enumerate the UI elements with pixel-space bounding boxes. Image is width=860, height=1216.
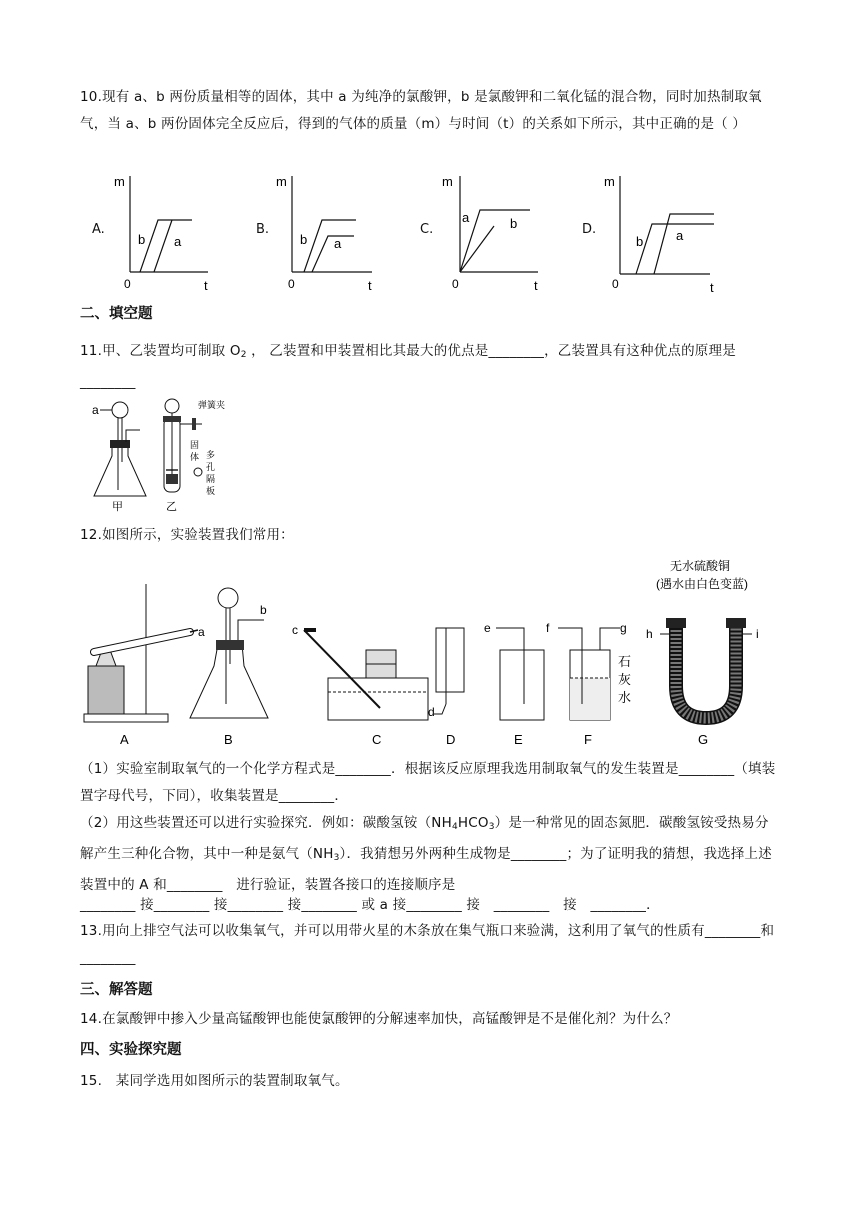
q12-p2-text-d: ）．我猜想另外两种生成物是________；为了证明我的猜想，我选择上述装置中的 A 和________ 进行验证，装置各接口的连接顺序是 (80, 846, 772, 893)
svg-text:水: 水 (618, 690, 632, 705)
question-15-text: 15. 某同学选用如图所示的装置制取氧气。 (80, 1073, 349, 1089)
svg-text:b: b (138, 232, 146, 247)
svg-text:乙: 乙 (166, 501, 177, 513)
svg-text:灰: 灰 (618, 672, 632, 687)
option-d-label: D. (582, 222, 597, 237)
option-a-graph (104, 170, 214, 290)
section-experiment-heading: 四、实验探究题 (80, 1042, 182, 1058)
svg-text:B: B (224, 732, 233, 747)
apparatus-b (190, 588, 268, 747)
svg-text:固: 固 (190, 440, 200, 450)
svg-text:t: t (368, 278, 372, 290)
svg-text:隔: 隔 (206, 474, 216, 484)
svg-text:a: a (462, 210, 470, 225)
q12-p2-text-b: HCO (457, 815, 489, 831)
svg-text:c: c (292, 623, 298, 637)
svg-text:h: h (646, 627, 653, 641)
q12-apparatus-figure (80, 554, 770, 754)
apparatus-c (292, 623, 435, 747)
svg-text:多: 多 (206, 450, 216, 460)
svg-text:无水硫酸铜: 无水硫酸铜 (670, 559, 731, 573)
apparatus-a (84, 584, 205, 747)
q11-apparatus-figure (86, 392, 236, 516)
apparatus-d (434, 628, 464, 747)
q12-p2-text-c: ）是一种常见的固态氮肥．碳酸氢铵受热易分解产生三种化合物，其中一种是氨气（NH (80, 815, 769, 862)
svg-text:(遇水由白色变蓝): (遇水由白色变蓝) (656, 577, 748, 591)
svg-text:E: E (514, 732, 523, 747)
svg-text:m: m (442, 174, 453, 189)
svg-text:f: f (546, 621, 550, 635)
section-fill-in-heading: 二、填空题 (80, 306, 153, 322)
svg-text:b: b (636, 234, 644, 249)
svg-text:g: g (620, 621, 627, 635)
q12-p2-sub3: 3 (333, 853, 340, 863)
svg-text:板: 板 (206, 486, 216, 496)
svg-text:弹簧夹: 弹簧夹 (198, 400, 226, 410)
svg-text:a: a (92, 403, 99, 417)
svg-text:d: d (428, 705, 435, 719)
svg-text:t: t (534, 278, 538, 290)
svg-text:F: F (584, 732, 592, 747)
svg-text:甲: 甲 (112, 501, 123, 513)
svg-text:D: D (446, 732, 456, 747)
option-a-label: A. (92, 222, 105, 237)
svg-text:i: i (756, 627, 759, 641)
question-10-text: 10.现有 a、b 两份质量相等的固体，其中 a 为纯净的氯酸钾，b 是氯酸钾和二氧化锰的混合物，同时加热制取氧气，当 a、b 两份固体完全反应后，得到的气体的质量（m）与时间（t）的关系如下所示，其中正确的是（ ） (80, 89, 762, 132)
svg-text:t: t (204, 278, 208, 290)
option-b-graph (268, 170, 378, 290)
svg-text:C: C (372, 732, 382, 747)
svg-text:a: a (676, 228, 684, 243)
svg-text:e: e (484, 621, 491, 635)
svg-text:b: b (300, 232, 308, 247)
svg-text:t: t (710, 280, 714, 295)
svg-text:A: A (120, 732, 129, 747)
svg-text:a: a (174, 234, 182, 249)
question-12-intro: 12.如图所示，实验装置我们常用： (80, 527, 294, 543)
svg-text:a: a (334, 236, 342, 251)
apparatus-f (546, 621, 631, 747)
apparatus-g (646, 558, 759, 747)
svg-text:b: b (510, 216, 518, 231)
question-11-text (80, 338, 780, 396)
question-12-part1: （1）实验室制取氧气的一个化学方程式是________．根据该反应原理我选用制取氧气的发生装置是________（填装置字母代号，下同），收集装置是________． (80, 761, 776, 804)
svg-text:a: a (198, 625, 205, 639)
option-c-graph (434, 170, 544, 290)
svg-text:0: 0 (452, 277, 459, 290)
option-c-label: C. (420, 222, 434, 237)
question-14-text: 14.在氯酸钾中掺入少量高锰酸钾也能使氯酸钾的分解速率加快，高锰酸钾是不是催化剂？为什么？ (80, 1011, 678, 1027)
q12-p2-text-a: （2）用这些装置还可以进行实验探究．例如：碳酸氢铵（NH (80, 815, 452, 831)
q11-text-b: ， 乙装置和甲装置相比其最大的优点是________，乙装置具有这种优点的原理是________ (80, 343, 736, 390)
q12-p2-sub1: 4 (451, 822, 458, 832)
svg-text:b: b (260, 603, 267, 617)
svg-text:石: 石 (618, 654, 632, 669)
svg-text:0: 0 (288, 277, 295, 290)
section-answer-heading: 三、解答题 (80, 982, 153, 998)
question-13-text: 13.用向上排空气法可以收集氧气，并可以用带火星的木条放在集气瓶口来验满，这利用了氧气的性质有________和________ (80, 923, 775, 966)
question-12-part2 (80, 810, 780, 899)
apparatus-e (484, 621, 544, 747)
option-d-graph (596, 170, 722, 296)
svg-text:0: 0 (612, 277, 619, 291)
q11-subscript: 2 (240, 350, 247, 360)
question-12-part3: ________ 接________ 接________ 接________ 或 a 接________ 接 ________ 接 ________． (80, 897, 660, 913)
svg-text:孔: 孔 (206, 462, 216, 472)
svg-text:体: 体 (190, 452, 200, 462)
svg-text:m: m (114, 174, 125, 189)
option-b-label: B. (256, 222, 270, 237)
svg-text:m: m (276, 174, 287, 189)
q12-p2-sub2: 3 (488, 822, 495, 832)
svg-text:G: G (698, 732, 709, 747)
svg-text:m: m (604, 174, 615, 189)
q11-text-a: 11.甲、乙装置均可制取 O (80, 343, 241, 359)
svg-text:0: 0 (124, 277, 131, 290)
